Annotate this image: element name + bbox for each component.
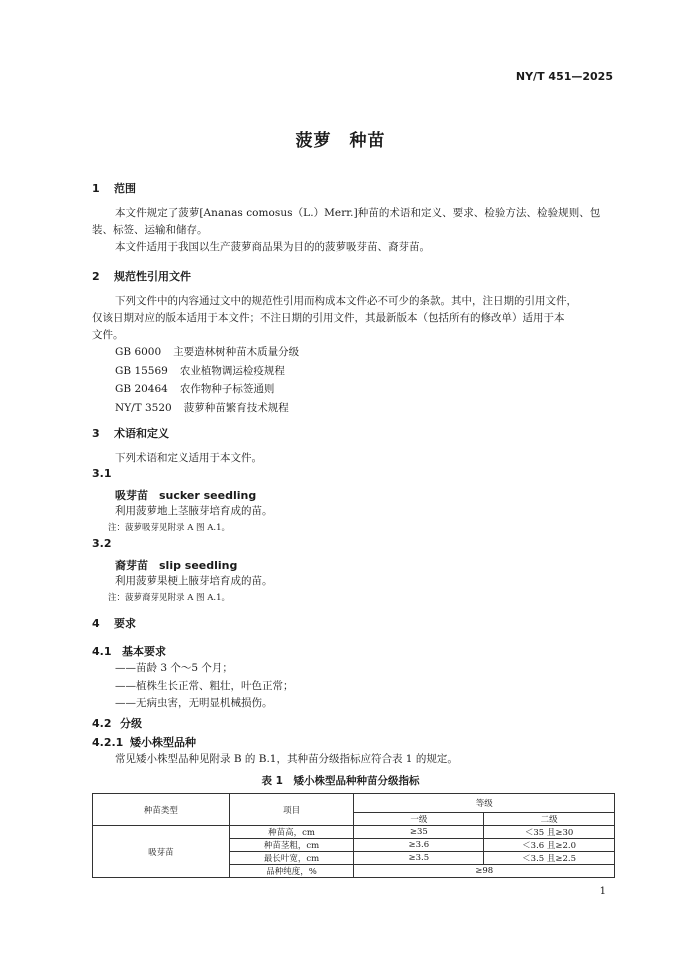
reference-item [115,343,299,362]
section-title: 要求 [114,617,136,630]
grading-table [92,793,615,878]
subsection-title: 分级 [120,717,142,730]
reference-item [115,380,299,399]
document-title: 菠萝 种苗 [295,131,386,151]
header-grade: 等级 [354,794,615,813]
section-2-intro-line-3: 文件。 [92,329,124,341]
grade-1-cell: ≥3.6 [354,839,484,852]
section-2-heading [92,268,191,284]
section-4-heading [92,615,136,631]
subsection-4-1-heading [92,643,166,659]
item-cell: 最长叶宽，cm [229,852,354,865]
subsection-4-2-1-text: 常见矮小株型品种见附录 B 的 B.1，其种苗分级指标应符合表 1 的规定。 [115,753,458,765]
section-1-paragraph-1-line-2: 装、标签、运输和储存。 [92,224,208,236]
section-title: 术语和定义 [114,427,169,440]
table-row [93,826,615,839]
header-grade-1: 一级 [354,813,484,826]
table-1-caption: 表 1 矮小株型品种种苗分级指标 [261,775,420,787]
reference-code: GB 20464 [115,383,168,395]
reference-name: 菠萝种苗繁育技术规程 [183,401,289,414]
section-number: 3 [92,427,100,440]
basic-requirement-item: ——植株生长正常、粗壮，叶色正常； [115,680,294,692]
reference-code: GB 15569 [115,364,168,377]
grade-1-cell: ≥3.5 [354,852,484,865]
grade-2-cell: ＜3.6 且≥2.0 [484,839,615,852]
term-3-2-note: 注：菠萝裔芽见附录 A 图 A.1。 [108,593,230,603]
grade-2-cell: ＜35 且≥30 [484,826,615,839]
normative-reference-list [115,343,299,417]
item-cell: 品种纯度，% [229,865,354,878]
basic-requirement-item: ——无病虫害，无明显机械损伤。 [115,697,273,709]
section-1-paragraph-1-line-1: 本文件规定了菠萝[Ananas comosus（L.）Merr.]种苗的术语和定义、要求、检验方法、检验规则、包 [115,207,601,219]
subsection-title: 基本要求 [122,645,166,658]
subsection-number: 4.2.1 [92,736,124,749]
header-item: 项目 [229,794,354,826]
section-3-heading [92,425,169,441]
section-number: 4 [92,617,100,630]
reference-code: GB 6000 [115,346,162,358]
grade-2-cell: ＜3.5 且≥2.5 [484,852,615,865]
purity-value-cell: ≥98 [354,865,615,878]
subsection-4-2-1-heading [92,734,196,750]
subsection-title: 矮小株型品种 [130,736,196,749]
term-3-1-note: 注：菠萝吸芽见附录 A 图 A.1。 [108,523,230,533]
reference-name: 农作物种子标签通则 [179,383,275,395]
reference-item [115,362,299,381]
subsection-4-2-heading [92,715,142,731]
section-number: 1 [92,182,100,195]
item-cell: 种苗茎粗，cm [229,839,354,852]
header-seedling-type: 种苗类型 [93,794,230,826]
term-3-2-name: 裔芽苗 slip seedling [115,559,238,572]
grade-1-cell: ≥35 [354,826,484,839]
section-title: 规范性引用文件 [114,270,191,283]
section-3-intro: 下列术语和定义适用于本文件。 [115,452,262,464]
term-3-1-number: 3.1 [92,467,112,480]
basic-requirement-item: ——苗龄 3 个～5 个月； [115,662,233,674]
section-number: 2 [92,270,100,283]
seedling-type-cell: 吸芽苗 [93,826,230,878]
reference-item [115,399,299,418]
standard-code: NY/T 451—2025 [515,70,613,83]
term-3-2-definition: 利用菠萝果梗上腋芽培育成的苗。 [115,575,273,587]
subsection-number: 4.1 [92,645,112,658]
page-number: 1 [599,886,606,897]
section-1-paragraph-2: 本文件适用于我国以生产菠萝商品果为目的的菠萝吸芽苗、裔芽苗。 [115,241,430,253]
term-3-2-number: 3.2 [92,537,112,550]
subsection-number: 4.2 [92,717,112,730]
reference-name: 主要造林树种苗木质量分级 [173,346,300,358]
reference-code: NY/T 3520 [115,401,172,414]
reference-name: 农业植物调运检疫规程 [179,364,285,377]
section-2-intro-line-2: 仅该日期对应的版本适用于本文件；不注日期的引用文件，其最新版本（包括所有的修改单）适用于本 [92,312,565,324]
section-2-intro-line-1: 下列文件中的内容通过文中的规范性引用而构成本文件必不可少的条款。其中，注日期的引用文件， [115,295,577,307]
section-1-heading [92,180,136,196]
item-cell: 种苗高，cm [229,826,354,839]
header-grade-2: 二级 [484,813,615,826]
term-3-1-name: 吸芽苗 sucker seedling [115,489,257,502]
term-3-1-definition: 利用菠萝地上茎腋芽培育成的苗。 [115,505,273,517]
section-title: 范围 [114,182,136,195]
